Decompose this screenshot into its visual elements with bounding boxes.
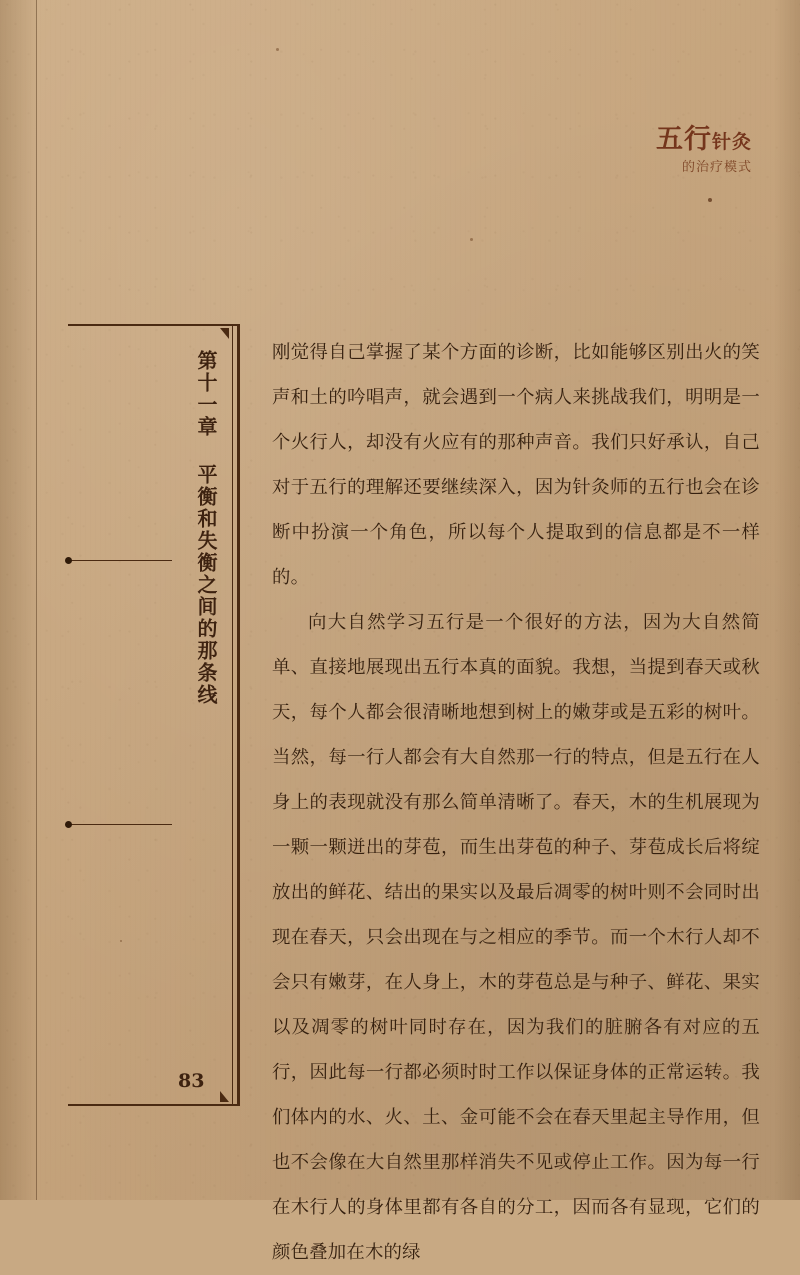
chapter-right-rule-thin (232, 324, 233, 1106)
chapter-title-block (68, 324, 240, 1106)
triangle-ornament-top-icon (220, 328, 229, 339)
paper-speck (470, 238, 473, 241)
margin-tick-lower (68, 824, 172, 825)
chapter-title: 第十一章 平衡和失衡之间的那条线 (194, 350, 218, 706)
margin-tick-dot (65, 557, 72, 564)
running-head-dot (708, 198, 712, 202)
running-head-title-small: 针灸 (711, 131, 752, 153)
margin-tick-dot (65, 821, 72, 828)
running-head (656, 126, 752, 175)
paper-speck (276, 48, 279, 51)
margin-tick-upper (68, 560, 172, 561)
chapter-top-rule (68, 324, 240, 326)
outer-edge-shadow (774, 0, 800, 1200)
triangle-ornament-bottom-icon (220, 1091, 229, 1102)
paragraph: 向大自然学习五行是一个很好的方法，因为大自然简单、直接地展现出五行本真的面貌。我想，当提到春天或秋天，每个人都会很清晰地想到树上的嫩芽或是五彩的树叶。当然，每一行人都会有大自然那一行的特点，但是五行在人身上的表现就没有那么简单清晰了。春天，木的生机展现为一颗一颗迸出的芽苞，而生出芽苞的种子、芽苞成长后将绽放出的鲜花、结出的果实以及最后凋零的树叶则不会同时出现在春天，只会出现在与之相应的季节。而一个木行人却不会只有嫩芽，在人身上，木的芽苞总是与种子、鲜花、果实以及凋零的树叶同时存在，因为我们的脏腑各有对应的五行，因此每一行都必须时时工作以保证身体的正常运转。我们体内的水、火、土、金可能不会在春天里起主导作用，但也不会像在大自然里那样消失不见或停止工作。因为每一行在木行人的身体里都有各自的分工，因而各有显现，它们的颜色叠加在木的绿 (272, 612, 760, 1263)
running-head-title-large: 五行 (655, 124, 712, 155)
page-number: 83 (178, 1070, 205, 1092)
running-head-subtitle: 的治疗模式 (681, 160, 752, 175)
binding-shadow (0, 0, 36, 1200)
binding-rule (36, 0, 37, 1200)
paragraph: 刚觉得自己掌握了某个方面的诊断，比如能够区别出火的笑声和土的吟唱声，就会遇到一个病人来挑战我们，明明是一个火行人，却没有火应有的那种声音。我们只好承认，自己对于五行的理解还要继续深入，因为针灸师的五行也会在诊断中扮演一个角色，所以每个人提取到的信息都是不一样的。 (272, 342, 760, 588)
chapter-bottom-rule (68, 1104, 240, 1106)
chapter-right-rule (237, 324, 240, 1106)
body-text-column (272, 330, 760, 1275)
